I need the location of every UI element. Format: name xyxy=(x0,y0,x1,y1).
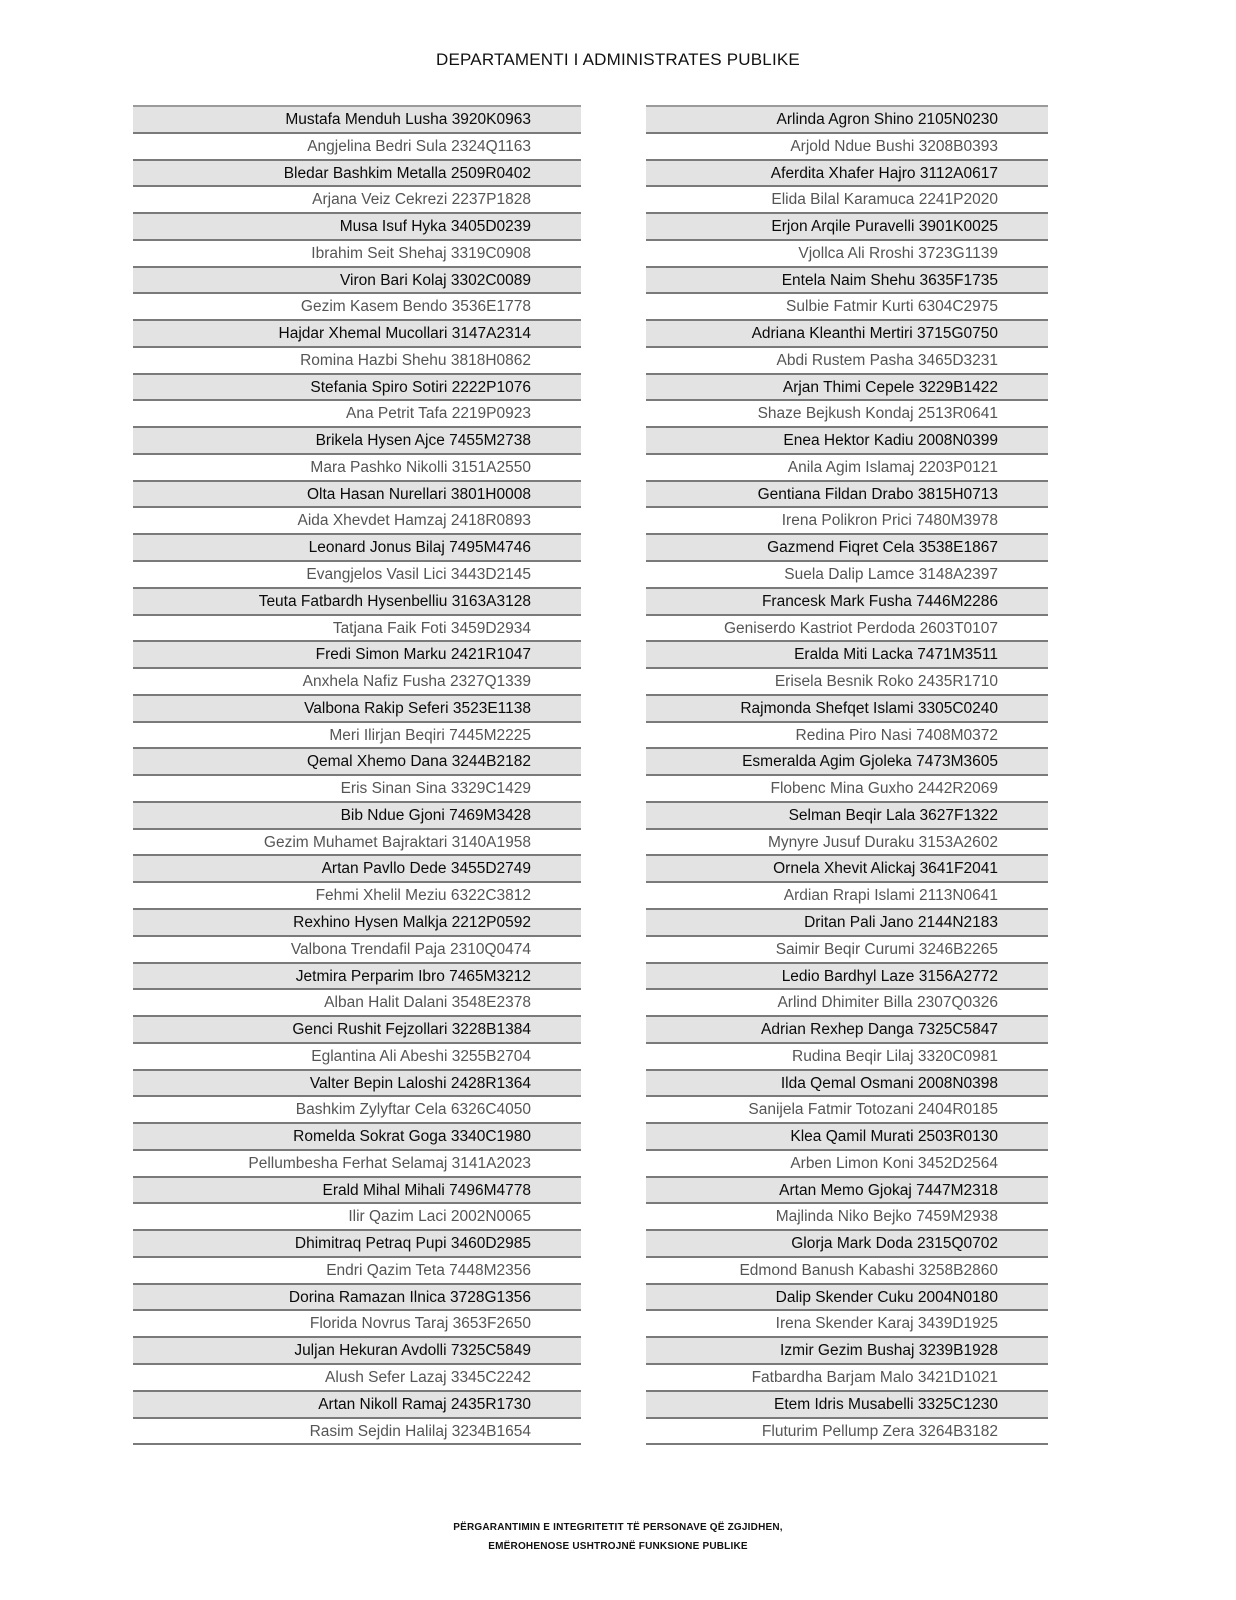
left-name-row: Artan Pavllo Dede 3455D2749 xyxy=(133,856,581,883)
page-footer xyxy=(0,1518,1236,1556)
left-name-row: Ibrahim Seit Shehaj 3319C0908 xyxy=(133,241,581,268)
left-name-row: Endri Qazim Teta 7448M2356 xyxy=(133,1258,581,1285)
left-name-row: Leonard Jonus Bilaj 7495M4746 xyxy=(133,535,581,562)
left-name-row: Eris Sinan Sina 3329C1429 xyxy=(133,776,581,803)
right-name-row: Arjan Thimi Cepele 3229B1422 xyxy=(646,375,1048,402)
left-name-row: Gezim Muhamet Bajraktari 3140A1958 xyxy=(133,830,581,857)
right-name-row: Izmir Gezim Bushaj 3239B1928 xyxy=(646,1338,1048,1365)
right-name-row: Vjollca Ali Rroshi 3723G1139 xyxy=(646,241,1048,268)
right-name-row: Enea Hektor Kadiu 2008N0399 xyxy=(646,428,1048,455)
left-name-row: Musa Isuf Hyka 3405D0239 xyxy=(133,214,581,241)
left-name-row: Teuta Fatbardh Hysenbelliu 3163A3128 xyxy=(133,589,581,616)
left-name-row: Evangjelos Vasil Lici 3443D2145 xyxy=(133,562,581,589)
left-name-row: Hajdar Xhemal Mucollari 3147A2314 xyxy=(133,321,581,348)
right-name-row: Gentiana Fildan Drabo 3815H0713 xyxy=(646,482,1048,509)
right-name-row: Erisela Besnik Roko 2435R1710 xyxy=(646,669,1048,696)
left-name-row: Rexhino Hysen Malkja 2212P0592 xyxy=(133,910,581,937)
footer-line-2: EMËROHENOSE USHTROJNË FUNKSIONE PUBLIKE xyxy=(488,1541,748,1552)
right-name-row: Edmond Banush Kabashi 3258B2860 xyxy=(646,1258,1048,1285)
right-name-row: Eralda Miti Lacka 7471M3511 xyxy=(646,642,1048,669)
right-name-row: Esmeralda Agim Gjoleka 7473M3605 xyxy=(646,749,1048,776)
left-name-row: Meri Ilirjan Beqiri 7445M2225 xyxy=(133,723,581,750)
right-name-list xyxy=(646,107,1048,1445)
right-name-row: Flobenc Mina Guxho 2442R2069 xyxy=(646,776,1048,803)
left-name-row: Fredi Simon Marku 2421R1047 xyxy=(133,642,581,669)
left-name-row: Mustafa Menduh Lusha 3920K0963 xyxy=(133,107,581,134)
left-name-row: Dhimitraq Petraq Pupi 3460D2985 xyxy=(133,1231,581,1258)
left-name-row: Angjelina Bedri Sula 2324Q1163 xyxy=(133,134,581,161)
right-name-row: Saimir Beqir Curumi 3246B2265 xyxy=(646,937,1048,964)
right-name-row: Elida Bilal Karamuca 2241P2020 xyxy=(646,187,1048,214)
left-name-row: Aida Xhevdet Hamzaj 2418R0893 xyxy=(133,508,581,535)
right-name-row: Majlinda Niko Bejko 7459M2938 xyxy=(646,1204,1048,1231)
right-name-row: Artan Memo Gjokaj 7447M2318 xyxy=(646,1178,1048,1205)
left-name-row: Alush Sefer Lazaj 3345C2242 xyxy=(133,1365,581,1392)
right-name-row: Aferdita Xhafer Hajro 3112A0617 xyxy=(646,161,1048,188)
left-name-row: Fehmi Xhelil Meziu 6322C3812 xyxy=(133,883,581,910)
right-name-row: Entela Naim Shehu 3635F1735 xyxy=(646,268,1048,295)
right-name-row: Ledio Bardhyl Laze 3156A2772 xyxy=(646,964,1048,991)
left-name-row: Artan Nikoll Ramaj 2435R1730 xyxy=(133,1392,581,1419)
right-name-row: Glorja Mark Doda 2315Q0702 xyxy=(646,1231,1048,1258)
left-name-row: Bashkim Zylyftar Cela 6326C4050 xyxy=(133,1097,581,1124)
left-name-row: Bib Ndue Gjoni 7469M3428 xyxy=(133,803,581,830)
left-name-row: Genci Rushit Fejzollari 3228B1384 xyxy=(133,1017,581,1044)
right-name-row: Arjold Ndue Bushi 3208B0393 xyxy=(646,134,1048,161)
right-name-row: Dalip Skender Cuku 2004N0180 xyxy=(646,1285,1048,1312)
left-name-row: Brikela Hysen Ajce 7455M2738 xyxy=(133,428,581,455)
right-name-row: Francesk Mark Fusha 7446M2286 xyxy=(646,589,1048,616)
right-name-row: Abdi Rustem Pasha 3465D3231 xyxy=(646,348,1048,375)
left-name-row: Bledar Bashkim Metalla 2509R0402 xyxy=(133,161,581,188)
footer-line-1: PËRGARANTIMIN E INTEGRITETIT TË PERSONAVE QË ZGJIDHEN, xyxy=(453,1522,783,1533)
right-name-row: Fluturim Pellump Zera 3264B3182 xyxy=(646,1419,1048,1446)
right-name-row: Adrian Rexhep Danga 7325C5847 xyxy=(646,1017,1048,1044)
right-name-row: Suela Dalip Lamce 3148A2397 xyxy=(646,562,1048,589)
right-name-row: Arben Limon Koni 3452D2564 xyxy=(646,1151,1048,1178)
left-name-row: Qemal Xhemo Dana 3244B2182 xyxy=(133,749,581,776)
right-name-row: Mynyre Jusuf Duraku 3153A2602 xyxy=(646,830,1048,857)
left-name-row: Jetmira Perparim Ibro 7465M3212 xyxy=(133,964,581,991)
right-name-row: Selman Beqir Lala 3627F1322 xyxy=(646,803,1048,830)
right-name-row: Rajmonda Shefqet Islami 3305C0240 xyxy=(646,696,1048,723)
left-name-row: Stefania Spiro Sotiri 2222P1076 xyxy=(133,375,581,402)
left-name-row: Valbona Rakip Seferi 3523E1138 xyxy=(133,696,581,723)
left-name-row: Ilir Qazim Laci 2002N0065 xyxy=(133,1204,581,1231)
left-name-row: Florida Novrus Taraj 3653F2650 xyxy=(133,1311,581,1338)
right-name-row: Irena Skender Karaj 3439D1925 xyxy=(646,1311,1048,1338)
left-name-row: Valbona Trendafil Paja 2310Q0474 xyxy=(133,937,581,964)
right-name-row: Ilda Qemal Osmani 2008N0398 xyxy=(646,1071,1048,1098)
left-name-row: Tatjana Faik Foti 3459D2934 xyxy=(133,616,581,643)
left-name-row: Valter Bepin Laloshi 2428R1364 xyxy=(133,1071,581,1098)
right-name-row: Ornela Xhevit Alickaj 3641F2041 xyxy=(646,856,1048,883)
left-name-row: Gezim Kasem Bendo 3536E1778 xyxy=(133,294,581,321)
right-name-row: Arlinda Agron Shino 2105N0230 xyxy=(646,107,1048,134)
right-name-row: Anila Agim Islamaj 2203P0121 xyxy=(646,455,1048,482)
left-name-row: Olta Hasan Nurellari 3801H0008 xyxy=(133,482,581,509)
page-title: DEPARTAMENTI I ADMINISTRATES PUBLIKE xyxy=(436,50,800,69)
right-name-row: Irena Polikron Prici 7480M3978 xyxy=(646,508,1048,535)
right-name-row: Arlind Dhimiter Billa 2307Q0326 xyxy=(646,990,1048,1017)
right-name-row: Gazmend Fiqret Cela 3538E1867 xyxy=(646,535,1048,562)
left-name-row: Anxhela Nafiz Fusha 2327Q1339 xyxy=(133,669,581,696)
right-name-row: Fatbardha Barjam Malo 3421D1021 xyxy=(646,1365,1048,1392)
right-name-row: Redina Piro Nasi 7408M0372 xyxy=(646,723,1048,750)
right-name-row: Shaze Bejkush Kondaj 2513R0641 xyxy=(646,401,1048,428)
left-name-row: Ana Petrit Tafa 2219P0923 xyxy=(133,401,581,428)
right-name-row: Rudina Beqir Lilaj 3320C0981 xyxy=(646,1044,1048,1071)
right-name-row: Sanijela Fatmir Totozani 2404R0185 xyxy=(646,1097,1048,1124)
left-name-list xyxy=(133,107,581,1445)
left-name-row: Dorina Ramazan Ilnica 3728G1356 xyxy=(133,1285,581,1312)
left-name-row: Rasim Sejdin Halilaj 3234B1654 xyxy=(133,1419,581,1446)
right-name-row: Erjon Arqile Puravelli 3901K0025 xyxy=(646,214,1048,241)
left-name-row: Romina Hazbi Shehu 3818H0862 xyxy=(133,348,581,375)
left-name-row: Erald Mihal Mihali 7496M4778 xyxy=(133,1178,581,1205)
left-name-row: Juljan Hekuran Avdolli 7325C5849 xyxy=(133,1338,581,1365)
left-name-row: Mara Pashko Nikolli 3151A2550 xyxy=(133,455,581,482)
right-name-row: Etem Idris Musabelli 3325C1230 xyxy=(646,1392,1048,1419)
right-name-row: Dritan Pali Jano 2144N2183 xyxy=(646,910,1048,937)
left-name-row: Romelda Sokrat Goga 3340C1980 xyxy=(133,1124,581,1151)
left-name-row: Arjana Veiz Cekrezi 2237P1828 xyxy=(133,187,581,214)
left-name-row: Viron Bari Kolaj 3302C0089 xyxy=(133,268,581,295)
left-name-row: Eglantina Ali Abeshi 3255B2704 xyxy=(133,1044,581,1071)
right-name-row: Klea Qamil Murati 2503R0130 xyxy=(646,1124,1048,1151)
left-name-row: Alban Halit Dalani 3548E2378 xyxy=(133,990,581,1017)
left-name-row: Pellumbesha Ferhat Selamaj 3141A2023 xyxy=(133,1151,581,1178)
right-name-row: Ardian Rrapi Islami 2113N0641 xyxy=(646,883,1048,910)
right-name-row: Geniserdo Kastriot Perdoda 2603T0107 xyxy=(646,616,1048,643)
right-name-row: Sulbie Fatmir Kurti 6304C2975 xyxy=(646,294,1048,321)
right-name-row: Adriana Kleanthi Mertiri 3715G0750 xyxy=(646,321,1048,348)
